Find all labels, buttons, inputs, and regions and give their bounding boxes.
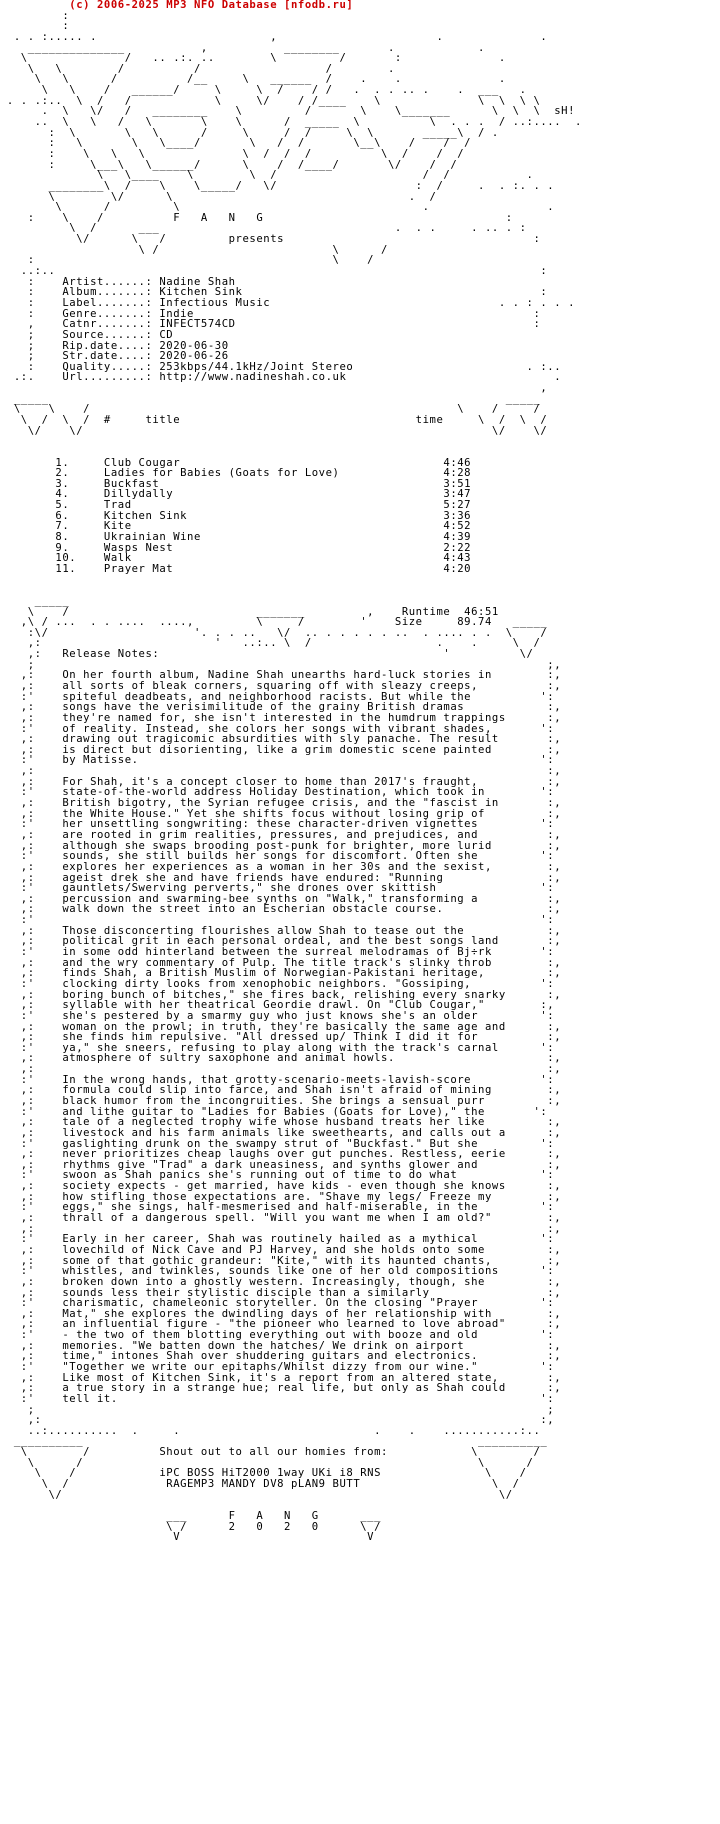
nfo-body	[0, 11, 582, 1543]
nfo-line: \ \ / / / .	[0, 62, 395, 75]
nfo-line: ,: how stifling those expectations are. "Shave my legs/ Freeze my :,	[0, 1190, 562, 1203]
nfo-line: \/ \/	[0, 1488, 513, 1501]
nfo-line: ,: ' ..:.. \ / . . \ /	[0, 637, 541, 650]
nfo-line: \ / 2 0 2 0 \ /	[0, 1520, 382, 1533]
nfo-line: 10. Walk 4:43	[0, 552, 472, 565]
nfo-line: . \ \/ / ________ \ / \ \_______ \ \ \ sH!	[0, 105, 576, 118]
nfo-line: \ / \ /	[0, 1456, 534, 1469]
nfo-line: , Catnr.......: INFECT574CD :	[0, 318, 541, 331]
nfo-line: ,: she finds him repulsive. "All dressed up/ Think I did it for :,	[0, 1031, 562, 1044]
nfo-line: ,: woman on the prowl; in truth, they're basically the same age and :,	[0, 1020, 562, 1033]
nfo-line: ,: although she swaps brooding post-punk for brighter, more lurid :,	[0, 839, 562, 852]
nfo-line: : Artist......: Nadine Shah	[0, 275, 236, 288]
nfo-line: :' her unsettling songwriting: these character-driven vignettes ':	[0, 818, 555, 831]
nfo-line: ,: all sorts of bleak corners, squaring off with sleazy creeps, :,	[0, 680, 562, 692]
nfo-line: \ / \ /	[0, 243, 388, 256]
nfo-line: . . .:.. \ / / \ \/ / /____ \ \ \ \ \	[0, 94, 541, 107]
nfo-line: ,: boring bunch of bitches," she fires back, relishing every snarky :,	[0, 988, 562, 1001]
nfo-line: :' "Together we write our epitaphs/Whilst dizzy from our wine." ':	[0, 1361, 555, 1373]
nfo-line: \/ \ / presents :	[0, 233, 541, 246]
nfo-line: ,: the White House." Yet she shifts focus without losing grip of :,	[0, 807, 562, 820]
nfo-line: ,: Those disconcerting flourishes allow Shah to tease out the :,	[0, 924, 562, 937]
nfo-line: :' ':	[0, 914, 555, 927]
nfo-line: ,: Like most of Kitchen Sink, it's a report from an altered state, :,	[0, 1371, 562, 1384]
nfo-line: ; ;	[0, 1403, 555, 1416]
nfo-line: ,: memories. "We batten down the hatches/ We drink on airport :,	[0, 1339, 562, 1352]
nfo-line: ,: an influential figure - "the pioneer who learned to love abroad" :,	[0, 1318, 562, 1331]
nfo-line: \ \ / \ / /	[0, 403, 541, 416]
nfo-line: :' ya," she sneers, refusing to play along with the track's carnal ':	[0, 1041, 555, 1054]
nfo-line: \ / ___ . . . . .. . :	[0, 222, 527, 235]
nfo-line	[0, 575, 582, 586]
nfo-line: : Album.......: Kitchen Sink :	[0, 286, 548, 299]
nfo-line: ,: :,	[0, 1414, 555, 1427]
nfo-line: ,: tale of a neglected trophy wife whose husband treats her like :,	[0, 1116, 562, 1129]
nfo-line: ________\ / \ \_____/ \/ : / . . :. . .	[0, 179, 555, 192]
nfo-line: ,: sounds less their stylistic disciple than a similarly :,	[0, 1286, 562, 1299]
nfo-line: ,: lovechild of Nick Cave and PJ Harvey, and she holds onto some :,	[0, 1243, 562, 1256]
nfo-line	[0, 585, 582, 596]
nfo-line: ,: atmosphere of sultry saxophone and animal howls. :,	[0, 1052, 562, 1065]
nfo-line: ,: drawing out tragicomic absurdities with sly panache. The result :,	[0, 733, 562, 746]
nfo-line: ; ;,	[0, 658, 562, 671]
nfo-line: :' Early in her career, Shah was routinely hailed as a mythical ':	[0, 1233, 555, 1246]
nfo-line: \ / .. .:. .. \ / : .	[0, 52, 506, 65]
nfo-line: ,: some of that gothic grandeur: "Kite," with its haunted chants, :,	[0, 1254, 562, 1267]
nfo-line: ,\ / ... . . .... ...., \ / ' Size 89.74 _____	[0, 616, 548, 629]
nfo-line: ; Str.date....: 2020-06-26	[0, 350, 229, 363]
nfo-line: ___ F A N G ___	[0, 1509, 382, 1522]
nfo-line: ,: are rooted in grim realities, pressures, and prejudices, and :,	[0, 828, 562, 841]
nfo-line: :' swoon as Shah panics she's running out of time to do what ':	[0, 1169, 555, 1182]
nfo-line: : \ /	[0, 254, 375, 267]
nfo-line: :' spiteful deadbeats, and neighborhood racists. But while the ':	[0, 690, 555, 703]
nfo-line: \ \ / ______/ \ \ / / / . . . .. . . ___ .	[0, 84, 527, 97]
nfo-line: \ / \ . .	[0, 201, 555, 214]
nfo-line: \ / RAGEMP3 MANDY DV8 pLAN9 BUTT \ /	[0, 1478, 520, 1491]
nfo-line: \ / Shout out to all our homies from: \ /	[0, 1446, 541, 1459]
nfo-line: ,: never prioritizes cheap laughs over gut punches. Restless, eerie :,	[0, 1148, 562, 1161]
nfo-line: ,: Mat," she explores the dwindling days of her relationship with :,	[0, 1307, 562, 1320]
nfo-line: :' - the two of them blotting everything out with booze and old ':	[0, 1329, 555, 1342]
nfo-line: _____	[0, 594, 70, 607]
nfo-line: 9. Wasps Nest 2:22	[0, 541, 472, 554]
nfo-line: :' state-of-the-world address Holiday Destination, which took in ':	[0, 786, 555, 799]
nfo-line: :' in some odd hinterland between the surreal melodramas of Bj÷rk ':	[0, 946, 555, 959]
nfo-line: ,	[0, 382, 548, 395]
nfo-line: ,: they're named for, she isn't interested in the humdrum trappings :,	[0, 711, 562, 724]
nfo-line: \ / _______ , Runtime 46:51	[0, 605, 499, 618]
nfo-line: ,: and the wry commentary of Pulp. The title track's slinky throb :,	[0, 956, 562, 969]
nfo-line: :	[0, 20, 70, 33]
nfo-line: : \ \ \ / \ / / \ \ _____\ / .	[0, 126, 499, 139]
nfo-line: : Label.......: Infectious Music . . : . . .	[0, 296, 576, 309]
nfo-line: 8. Ukrainian Wine 4:39	[0, 531, 472, 544]
nfo-line: ,: livestock and his farm animals like sweethearts, and calls out a :,	[0, 1126, 562, 1139]
nfo-line: :' In the wrong hands, that grotty-scenario-meets-lavish-score ':	[0, 1073, 555, 1086]
nfo-line: ,: time," intones Shah over shuddering guitars and electronics. :,	[0, 1350, 562, 1363]
nfo-line: : Quality.....: 253kbps/44.1kHz/Joint Stereo . :..	[0, 360, 562, 373]
nfo-line: \ \/ \ . /	[0, 190, 437, 203]
nfo-line: ,: black humor from the incongruities. She brings a sensual purr :,	[0, 1094, 562, 1107]
nfo-line: :' she's pestered by a smarmy guy who just knows she's an older ':	[0, 1009, 555, 1022]
nfo-line: :' of reality. Instead, she colors her songs with vibrant shades, ':	[0, 722, 555, 735]
nfo-line: .:. Url.........: http://www.nadineshah.co.uk .	[0, 371, 562, 384]
nfo-line: 4. Dillydally 3:47	[0, 488, 472, 501]
nfo-line: ,: walk down the street into an Escherian obstacle course. :,	[0, 903, 562, 916]
nfo-line: :	[0, 9, 70, 22]
nfo-line: 1. Club Cougar 4:46	[0, 456, 472, 469]
nfo-line: 2. Ladies for Babies (Goats for Love) 4:28	[0, 467, 472, 480]
nfo-line: __________ __________	[0, 1435, 548, 1448]
nfo-line: :' eggs," she sings, half-mesmerised and half-miserable, in the ':	[0, 1201, 555, 1214]
nfo-line: ,: songs have the verisimilitude of the grainy British dramas :,	[0, 701, 562, 714]
nfo-line: : \ \ \ \ / / / \ / / /	[0, 147, 465, 160]
nfo-line: ,: finds Shah, a British Muslim of Norwegian-Pakistani heritage, :,	[0, 967, 562, 980]
nfo-line: 7. Kite 4:52	[0, 520, 472, 533]
nfo-line: ,: :,	[0, 765, 562, 778]
nfo-line: V V	[0, 1531, 375, 1544]
nfo-line: ; Source......: CD	[0, 328, 174, 341]
nfo-line	[0, 436, 582, 447]
nfo-line: ..:.......... . . . . ...........:..	[0, 1424, 541, 1437]
nfo-line: ,: On her fourth album, Nadine Shah unearths hard-luck stories in :,	[0, 669, 562, 682]
nfo-line: ,: formula could slip into farce, and Shah isn't afraid of mining :,	[0, 1084, 562, 1097]
nfo-line: : Genre.......: Indie :	[0, 307, 541, 320]
nfo-line	[0, 447, 582, 458]
nfo-line: ,: explores her experiences as a woman in her 30s and the sexist, :,	[0, 860, 562, 873]
nfo-line: \/ \/ \/ \/	[0, 424, 548, 437]
nfo-line: :' gaslighting drunk on the swampy strut of "Buckfast." But she ':	[0, 1137, 555, 1150]
nfo-line: \ \____ \ \ / / / .	[0, 169, 534, 182]
nfo-line: .. \ \ / \ \ \ / _____ \ \ . . . / ..:.... .	[0, 116, 582, 129]
nfo-line: \ / iPC BOSS HiT2000 1way UKi i8 RNS \ /	[0, 1467, 527, 1480]
nfo-line: ,: broken down into a ghostly western. Increasingly, though, she :,	[0, 1275, 562, 1288]
nfo-line: : \___\ \______/ \ / /____/ \/ / /	[0, 158, 458, 171]
nfodb-header-link[interactable]: (c) 2006-2025 MP3 NFO Database [nfodb.ru]	[0, 0, 354, 11]
nfo-line: ,: For Shah, it's a concept closer to home than 2017's fraught, :,	[0, 775, 562, 788]
nfo-line: : \ / F A N G :	[0, 211, 513, 224]
nfo-line: ,: rhythms give "Trad" a dark uneasiness, and synths glower and :,	[0, 1158, 562, 1171]
nfo-line: \ / \ / # title time \ / \ /	[0, 413, 548, 426]
nfo-line: ..:.. :	[0, 265, 548, 278]
nfo-line: ,: political grit in each personal ordeal, and the best songs land :,	[0, 935, 562, 948]
nfo-line: ,: ageist drek she and have friends have endured: "Running :,	[0, 871, 562, 884]
nfo-line: ,: is direct but disorienting, like a grim domestic scene painted :,	[0, 743, 562, 756]
nfo-line: ,: society expects - get married, have kids - even though she knows :,	[0, 1180, 562, 1193]
nfo-line: : \ \ \____/ \ / / \__\ / / /	[0, 137, 472, 150]
nfo-line: \ \ / /__ \ ______ / . . .	[0, 73, 506, 86]
nfo-line: :' by Matisse. ':	[0, 754, 555, 767]
nfo-line: ______________ , ________ . .	[0, 41, 485, 54]
nfo-line: 5. Trad 5:27	[0, 499, 472, 512]
nfo-line: . . :..... . , . .	[0, 30, 548, 43]
nfo-line: :' tell it. ':	[0, 1392, 555, 1405]
nfo-line: ,: a true story in a strange hue; real life, but only as Shah could :,	[0, 1382, 562, 1395]
nfo-line: :' sounds, she still builds her songs for discomfort. Often she ':	[0, 850, 555, 863]
nfo-line: 11. Prayer Mat 4:20	[0, 562, 472, 575]
nfo-line: ,: :,	[0, 1222, 562, 1235]
nfo-line: :' charismatic, chameleonic storyteller. On the closing "Prayer ':	[0, 1297, 555, 1310]
nfo-line: ; Rip.date....: 2020-06-30	[0, 339, 229, 352]
nfo-line: :' and lithe guitar to "Ladies for Babies (Goats for Love)," the ':	[0, 1105, 548, 1118]
nfo-line: ,: British bigotry, the Syrian refugee crisis, and the "fascist in :,	[0, 797, 562, 810]
nfo-line: 6. Kitchen Sink 3:36	[0, 509, 472, 522]
nfo-line: :\/ '. . . .. \/ .. . . . . . .. . .... . . \ /	[0, 626, 548, 639]
nfo-line: 3. Buckfast 3:51	[0, 477, 472, 490]
nfo-line: :' whistles, and twinkles, sounds like one of her old compositions ':	[0, 1265, 555, 1278]
nfo-line: :' clocking dirty looks from xenophobic neighbors. "Gossiping, ':	[0, 977, 555, 990]
nfo-line: :' gauntlets/Swerving perverts," she drones over skittish ':	[0, 882, 555, 895]
nfo-line: ,: Release Notes: ' \/	[0, 648, 534, 661]
nfo-line: ,: percussion and swarming-bee synths on "Walk," transforming a :,	[0, 892, 562, 905]
nfo-line: _____ _____	[0, 392, 541, 405]
nfo-line: ,: syllable with her theatrical Geordie drawl. On "Club Cougar," :,	[0, 999, 555, 1012]
nfo-line: ,: :,	[0, 1063, 562, 1076]
nfo-line: ,: thrall of a dangerous spell. "Will you want me when I am old?" :,	[0, 1212, 562, 1225]
